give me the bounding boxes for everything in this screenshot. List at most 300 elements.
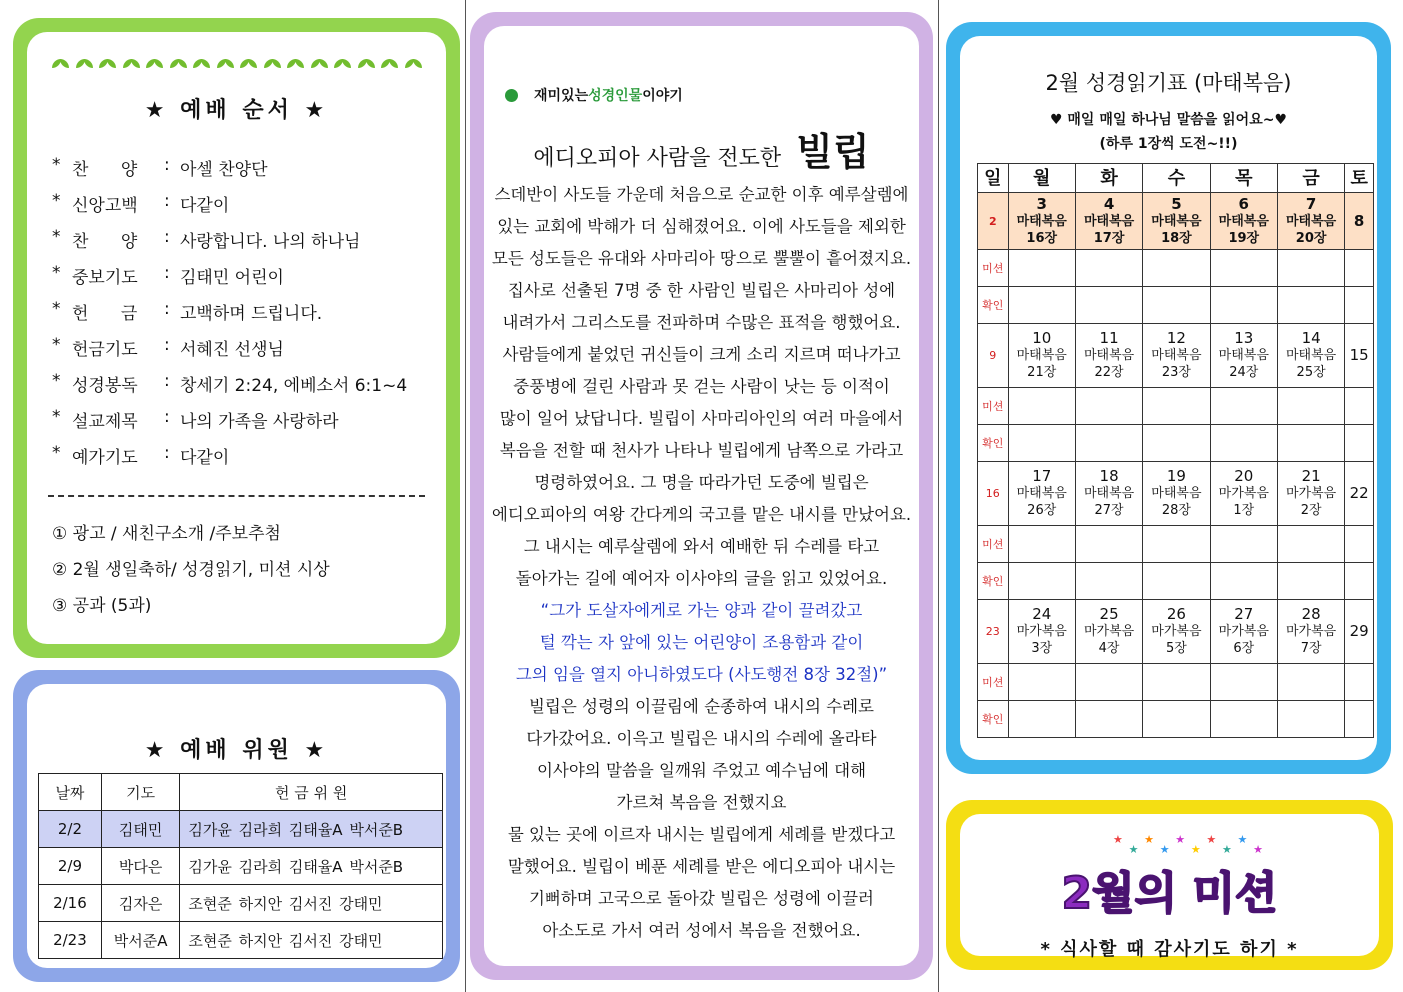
sprout-icon [405, 57, 421, 73]
calendar-blank-cell [1277, 664, 1344, 701]
staff-date: 2/23 [39, 922, 102, 959]
calendar-book: 마가복음 [1218, 486, 1269, 501]
worship-staff-title: ★ 예배 위원 ★ [144, 738, 329, 763]
staff-table [38, 773, 443, 959]
calendar-book: 마태복음 [1151, 213, 1202, 229]
sprout-icon [193, 57, 209, 73]
calendar-sunday: 9 [978, 324, 1009, 388]
story-line: 모든 성도들은 유대와 사마리아 땅으로 뿔뿔이 흩어졌지요. [491, 249, 912, 268]
sprout-icon [240, 57, 256, 73]
order-bullet: * [52, 227, 61, 247]
calendar-blank-cell [1075, 250, 1142, 287]
order-colon: : [164, 371, 170, 391]
calendar-chapter: 6장 [1233, 641, 1255, 656]
story-line: 스데반이 사도들 가운데 처음으로 순교한 이후 예루살렘에 [494, 185, 909, 204]
order-bullet: * [52, 443, 61, 463]
calendar-blank-cell [1008, 701, 1075, 738]
order-label: 헌금기도 [72, 340, 138, 360]
calendar-day-header: 월 [1008, 164, 1075, 193]
calendar-blank-cell [1008, 388, 1075, 425]
star-icon: ★ [1206, 833, 1217, 846]
calendar-date: 28 [1301, 605, 1321, 623]
calendar-date: 17 [1032, 467, 1052, 485]
calendar-blank-cell [1345, 701, 1374, 738]
staff-table-header [39, 774, 443, 811]
mission-row-label: 미션 [978, 526, 1009, 563]
calendar-date: 10 [1032, 329, 1052, 347]
notice-item: ③ 공과 (5과) [52, 596, 152, 616]
bible-reading-panel [946, 22, 1391, 774]
calendar-date: 7 [1305, 194, 1317, 213]
star-icon: ★ [1221, 843, 1232, 856]
sprout-icon [381, 57, 397, 73]
header-offering: 헌 금 위 원 [180, 774, 443, 811]
calendar-blank-cell [1075, 664, 1142, 701]
order-value: 다같이 [180, 448, 230, 468]
order-colon: : [164, 263, 170, 283]
story-line: 집사로 선출된 7명 중 한 사람인 빌립은 사마리아 성에 [507, 281, 896, 300]
calendar-blank-cell [1277, 425, 1344, 462]
calendar-blank-cell [1210, 287, 1277, 324]
calendar-blank-cell [1008, 526, 1075, 563]
calendar-cell [1075, 324, 1142, 388]
calendar-blank-cell [1008, 425, 1075, 462]
calendar-date: 19 [1166, 467, 1186, 485]
story-heading [505, 85, 683, 105]
story-title [487, 121, 916, 176]
calendar-cell [1008, 600, 1075, 664]
calendar-blank-cell [1075, 701, 1142, 738]
sprout-icon [264, 57, 280, 73]
notice-list [52, 519, 330, 627]
star-icon: ★ [1237, 833, 1248, 846]
sprout-border [52, 57, 421, 79]
calendar-check-row [978, 563, 1374, 600]
calendar-cell [1008, 193, 1075, 250]
order-item [52, 227, 407, 263]
calendar-cell [1210, 462, 1277, 526]
calendar-blank-cell [1345, 250, 1374, 287]
calendar-blank-cell [1075, 563, 1142, 600]
notice-item: ① 광고 / 새친구소개 /주보추첨 [52, 524, 281, 544]
calendar-cell [1277, 324, 1344, 388]
calendar-book: 마태복음 [1151, 486, 1202, 501]
calendar-cell [1210, 193, 1277, 250]
calendar-day-header: 화 [1075, 164, 1142, 193]
order-item [52, 407, 407, 443]
order-value: 창세기 2:24, 에베소서 6:1~4 [180, 376, 408, 396]
calendar-blank-cell [1008, 563, 1075, 600]
calendar-chapter: 22장 [1094, 365, 1124, 380]
calendar-date: 14 [1301, 329, 1321, 347]
order-bullet: * [52, 407, 61, 427]
calendar-book: 마가복음 [1285, 486, 1337, 501]
calendar-cell [1210, 324, 1277, 388]
calendar-week-row [978, 324, 1374, 388]
calendar-chapter: 17장 [1093, 230, 1125, 246]
staff-offering: 김가윤 김라희 김태율A 박서준B [180, 811, 443, 848]
story-body [491, 179, 912, 947]
order-colon: : [164, 335, 170, 355]
calendar-cell [1008, 324, 1075, 388]
calendar-book: 마태복음 [1285, 348, 1337, 363]
story-heading-prefix: 재미있는 [534, 88, 589, 104]
sprout-icon [170, 57, 186, 73]
order-bullet: * [52, 191, 61, 211]
sprout-icon [334, 57, 350, 73]
calendar-cell [1143, 600, 1210, 664]
calendar-chapter: 20장 [1295, 230, 1327, 246]
staff-prayer: 박다은 [101, 848, 180, 885]
calendar-header-row [978, 164, 1374, 193]
calendar-cell [1143, 462, 1210, 526]
calendar-blank-cell [1075, 388, 1142, 425]
calendar-chapter: 1장 [1233, 503, 1255, 518]
order-value: 김태민 어린이 [180, 268, 284, 288]
staff-prayer: 김자은 [101, 885, 180, 922]
order-colon: : [164, 227, 170, 247]
calendar-date: 21 [1301, 467, 1321, 485]
calendar-blank-cell [1345, 425, 1374, 462]
calendar-blank-cell [1277, 388, 1344, 425]
calendar-mission-row [978, 250, 1374, 287]
sprout-icon [311, 57, 327, 73]
calendar-book: 마태복음 [1016, 213, 1067, 229]
star-icon: ★ [1175, 833, 1186, 846]
calendar-blank-cell [1277, 526, 1344, 563]
calendar-date: 27 [1234, 605, 1254, 623]
worship-order-list [52, 155, 407, 479]
check-row-label: 확인 [978, 287, 1009, 324]
story-line: 가르쳐 복음을 전했지요 [616, 793, 787, 812]
order-item [52, 155, 407, 191]
star-icon: ★ [1113, 833, 1123, 846]
calendar-blank-cell [1210, 563, 1277, 600]
calendar-blank-cell [1143, 425, 1210, 462]
calendar-blank-cell [1143, 526, 1210, 563]
staff-date: 2/9 [39, 848, 102, 885]
staff-prayer: 박서준A [101, 922, 180, 959]
worship-order-panel [13, 18, 460, 658]
story-line: 빌립은 성령의 이끌림에 순종하여 내시의 수레로 [528, 697, 874, 716]
order-value: 나의 가족을 사랑하라 [180, 412, 339, 432]
calendar-book: 마태복음 [1285, 213, 1337, 229]
story-line: 많이 일어 났답니다. 빌립이 사마리아인의 여러 마을에서 [499, 409, 904, 428]
mission-title: 2월의 미션 [1061, 868, 1278, 919]
story-line: 중풍병에 걸린 사람과 못 걷는 사람이 낫는 등 이적이 [513, 377, 890, 396]
order-label: 예가기도 [72, 448, 138, 468]
calendar-saturday: 29 [1345, 600, 1374, 664]
calendar-cell [1277, 193, 1344, 250]
calendar-blank-cell [1210, 701, 1277, 738]
calendar-cell [1143, 193, 1210, 250]
calendar-blank-cell [1075, 526, 1142, 563]
star-icon: ★ [1190, 843, 1201, 856]
calendar-sunday: 23 [978, 600, 1009, 664]
calendar-date: 13 [1234, 329, 1254, 347]
story-line: 에디오피아의 여왕 간다게의 국고를 맡은 내시를 만났어요. [491, 505, 912, 524]
calendar-chapter: 23장 [1161, 365, 1191, 380]
story-line: 그 내시는 예루살렘에 와서 예배한 뒤 수레를 타고 [523, 537, 880, 556]
worship-order-title: ★ 예배 순서 ★ [144, 98, 329, 123]
calendar-week-row [978, 193, 1374, 250]
check-row-label: 확인 [978, 425, 1009, 462]
story-line: 아소도로 가서 여러 성에서 복음을 전했어요. [542, 921, 861, 940]
calendar-chapter: 25장 [1296, 365, 1326, 380]
calendar-blank-cell [1277, 563, 1344, 600]
calendar-date: 20 [1234, 467, 1254, 485]
worship-order-inner [27, 32, 446, 644]
story-line: 말했어요. 빌립이 베푼 세례를 받은 에디오피아 내시는 [507, 857, 896, 876]
calendar-blank-cell [1008, 250, 1075, 287]
calendar-saturday: 15 [1345, 324, 1374, 388]
calendar-chapter: 4장 [1098, 641, 1120, 656]
story-inner [484, 26, 919, 966]
calendar-blank-cell [1277, 701, 1344, 738]
table-row [39, 922, 443, 959]
story-line: 이사야의 말씀을 일깨워 주었고 예수님에 대해 [536, 761, 867, 780]
order-bullet: * [52, 299, 61, 319]
calendar-blank-cell [1075, 287, 1142, 324]
order-value: 다같이 [180, 196, 230, 216]
calendar-blank-cell [1345, 388, 1374, 425]
order-item [52, 335, 407, 371]
fold-line-left [465, 0, 466, 992]
mission-inner [960, 814, 1379, 960]
calendar-blank-cell [1143, 664, 1210, 701]
calendar-check-row [978, 425, 1374, 462]
order-label: 성경봉독 [72, 376, 138, 396]
check-row-label: 확인 [978, 701, 1009, 738]
calendar-blank-cell [1143, 287, 1210, 324]
calendar-book: 마태복음 [1016, 348, 1067, 363]
calendar-sunday: 16 [978, 462, 1009, 526]
order-label: 찬 양 [72, 160, 138, 180]
calendar-chapter: 16장 [1026, 230, 1058, 246]
sprout-icon [123, 57, 139, 73]
calendar-date: 11 [1099, 329, 1119, 347]
calendar-book: 마태복음 [1016, 486, 1067, 501]
story-line: 돌아가는 길에 예어자 이사야의 글을 읽고 있었어요. [515, 569, 888, 588]
order-bullet: * [52, 263, 61, 283]
calendar-sunday: 2 [978, 193, 1009, 250]
star-icon: ★ [1144, 833, 1154, 846]
calendar-date: 6 [1238, 194, 1249, 213]
calendar-chapter: 7장 [1300, 641, 1322, 656]
calendar-day-header: 목 [1210, 164, 1277, 193]
calendar-cell [1277, 600, 1344, 664]
order-label: 설교제목 [72, 412, 138, 432]
calendar-date: 24 [1032, 605, 1052, 623]
staff-prayer: 김태민 [101, 811, 180, 848]
star-icon: ★ [1159, 843, 1170, 856]
calendar-blank-cell [1210, 425, 1277, 462]
calendar-cell [1075, 193, 1142, 250]
order-value: 서혜진 선생님 [180, 340, 284, 360]
table-row [39, 885, 443, 922]
calendar-cell [1277, 462, 1344, 526]
header-date: 날짜 [39, 774, 102, 811]
worship-staff-panel [13, 670, 460, 982]
calendar-mission-row [978, 664, 1374, 701]
star-icon: ★ [1253, 843, 1263, 856]
check-row-label: 확인 [978, 563, 1009, 600]
staff-offering: 조현준 하지안 김서진 강태민 [180, 885, 443, 922]
mission-row-label: 미션 [978, 388, 1009, 425]
calendar-blank-cell [1143, 250, 1210, 287]
calendar-day-header: 일 [978, 164, 1009, 193]
calendar-blank-cell [1143, 701, 1210, 738]
order-colon: : [164, 155, 170, 175]
calendar-title: 2월 성경읽기표 (마태복음) [1045, 71, 1292, 95]
order-item [52, 263, 407, 299]
calendar-book: 마가복음 [1285, 624, 1337, 639]
fold-line-right [938, 0, 939, 992]
sprout-icon [287, 57, 303, 73]
calendar-date: 26 [1166, 605, 1186, 623]
order-item [52, 299, 407, 335]
calendar-day-header: 토 [1345, 164, 1374, 193]
calendar-blank-cell [1210, 250, 1277, 287]
order-value: 고백하며 드립니다. [180, 304, 323, 324]
order-value: 아셀 찬양단 [180, 160, 268, 180]
calendar-book: 마가복음 [1016, 624, 1067, 639]
story-line: 있는 교회에 박해가 더 심해졌어요. 이에 사도들을 제외한 [497, 217, 906, 236]
mission-text: * 식사할 때 감사기도 하기 * [1040, 939, 1299, 960]
calendar-blank-cell [1143, 388, 1210, 425]
calendar-book: 마태복음 [1083, 486, 1135, 501]
order-item [52, 371, 407, 407]
story-line: 물 있는 곳에 이르자 내시는 빌립에게 세례를 받겠다고 [507, 825, 896, 844]
calendar-book: 마태복음 [1083, 348, 1135, 363]
sprout-icon [358, 57, 374, 73]
order-bullet: * [52, 155, 61, 175]
calendar-blank-cell [1277, 287, 1344, 324]
mission-panel [946, 800, 1393, 970]
scripture-quote-line: 털 깍는 자 앞에 있는 어린양이 조용함과 같이 [539, 633, 864, 652]
table-row [39, 811, 443, 848]
sprout-icon [52, 57, 68, 73]
calendar-week-row [978, 600, 1374, 664]
order-value: 사랑합니다. 나의 하나님 [180, 232, 361, 252]
calendar-book: 마태복음 [1218, 348, 1269, 363]
calendar-saturday: 8 [1345, 193, 1374, 250]
story-panel [470, 12, 933, 980]
star-icon: ★ [1128, 843, 1139, 856]
order-label: 헌 금 [72, 304, 138, 324]
calendar-blank-cell [1210, 388, 1277, 425]
staff-date: 2/2 [39, 811, 102, 848]
story-line: 복음을 전할 때 천사가 나타나 빌립에게 남쪽으로 가라고 [499, 441, 904, 460]
story-heading-green: 성경인물 [588, 88, 643, 104]
order-colon: : [164, 407, 170, 427]
calendar-chapter: 5장 [1166, 641, 1187, 656]
story-line: 사람들에게 붙었던 귀신들이 크게 소리 지르며 떠나가고 [502, 345, 901, 364]
calendar-blank-cell [1345, 563, 1374, 600]
mission-row-label: 미션 [978, 664, 1009, 701]
calendar-cell [1143, 324, 1210, 388]
sprout-icon [99, 57, 115, 73]
bible-reading-inner [960, 36, 1377, 760]
order-label: 중보기도 [72, 268, 138, 288]
calendar-chapter: 18장 [1161, 230, 1192, 246]
calendar-mission-row [978, 388, 1374, 425]
calendar-day-header: 금 [1277, 164, 1344, 193]
order-colon: : [164, 443, 170, 463]
calendar-date: 18 [1099, 467, 1119, 485]
sprout-icon [76, 57, 92, 73]
calendar-day-header: 수 [1143, 164, 1210, 193]
notice-item: ② 2월 생일축하/ 성경읽기, 미션 시상 [52, 560, 330, 580]
calendar-date: 3 [1036, 194, 1047, 213]
calendar-chapter: 24장 [1229, 365, 1259, 380]
calendar-chapter: 26장 [1027, 503, 1057, 518]
order-label: 찬 양 [72, 232, 138, 252]
calendar-check-row [978, 701, 1374, 738]
section-divider [48, 495, 425, 497]
calendar-date: 25 [1099, 605, 1119, 623]
calendar-cell [1210, 600, 1277, 664]
order-label: 신앙고백 [72, 196, 138, 216]
worship-staff-inner [27, 684, 446, 968]
calendar-mission-row [978, 526, 1374, 563]
calendar-book: 마태복음 [1218, 213, 1269, 229]
calendar-blank-cell [1075, 425, 1142, 462]
sprout-icon [146, 57, 162, 73]
order-item [52, 191, 407, 227]
calendar-saturday: 22 [1345, 462, 1374, 526]
staff-offering: 김가윤 김라희 김태율A 박서준B [180, 848, 443, 885]
calendar-book: 마가복음 [1151, 624, 1202, 639]
order-colon: : [164, 191, 170, 211]
calendar-blank-cell [1008, 287, 1075, 324]
order-colon: : [164, 299, 170, 319]
reading-calendar [977, 163, 1374, 738]
staff-date: 2/16 [39, 885, 102, 922]
calendar-book: 마가복음 [1083, 624, 1135, 639]
calendar-blank-cell [1210, 664, 1277, 701]
order-item [52, 443, 407, 479]
calendar-chapter: 27장 [1094, 503, 1124, 518]
calendar-book: 마가복음 [1218, 624, 1269, 639]
story-line: 기뻐하며 고국으로 돌아갔 빌립은 성령에 이끌러 [528, 889, 874, 908]
calendar-chapter: 28장 [1161, 503, 1191, 518]
calendar-chapter: 3장 [1031, 641, 1053, 656]
calendar-book: 마태복음 [1151, 348, 1202, 363]
calendar-chapter: 19장 [1228, 230, 1260, 246]
scripture-quote-line: 그의 임을 열지 아니하였도다 (사도행전 8장 32절)” [515, 665, 888, 684]
story-title-name: 빌립 [796, 130, 870, 174]
order-bullet: * [52, 371, 61, 391]
calendar-subtitle-2: (하루 1장씩 도전~!!) [1099, 136, 1238, 152]
calendar-cell [1008, 462, 1075, 526]
calendar-cell [1075, 600, 1142, 664]
calendar-date: 5 [1171, 194, 1182, 213]
story-line: 명령하였어요. 그 명을 따라가던 도중에 빌립은 [534, 473, 869, 492]
calendar-date: 12 [1166, 329, 1186, 347]
calendar-blank-cell [1345, 664, 1374, 701]
sprout-icon [217, 57, 233, 73]
calendar-blank-cell [1345, 526, 1374, 563]
scripture-quote-line: “그가 도살자에게로 가는 양과 같이 끌려갔고 [540, 601, 863, 620]
calendar-week-row [978, 462, 1374, 526]
calendar-blank-cell [1345, 287, 1374, 324]
calendar-blank-cell [1143, 563, 1210, 600]
calendar-date: 4 [1103, 194, 1115, 213]
calendar-chapter: 21장 [1027, 365, 1057, 380]
calendar-blank-cell [1210, 526, 1277, 563]
staff-offering: 조현준 하지안 김서진 강태민 [180, 922, 443, 959]
